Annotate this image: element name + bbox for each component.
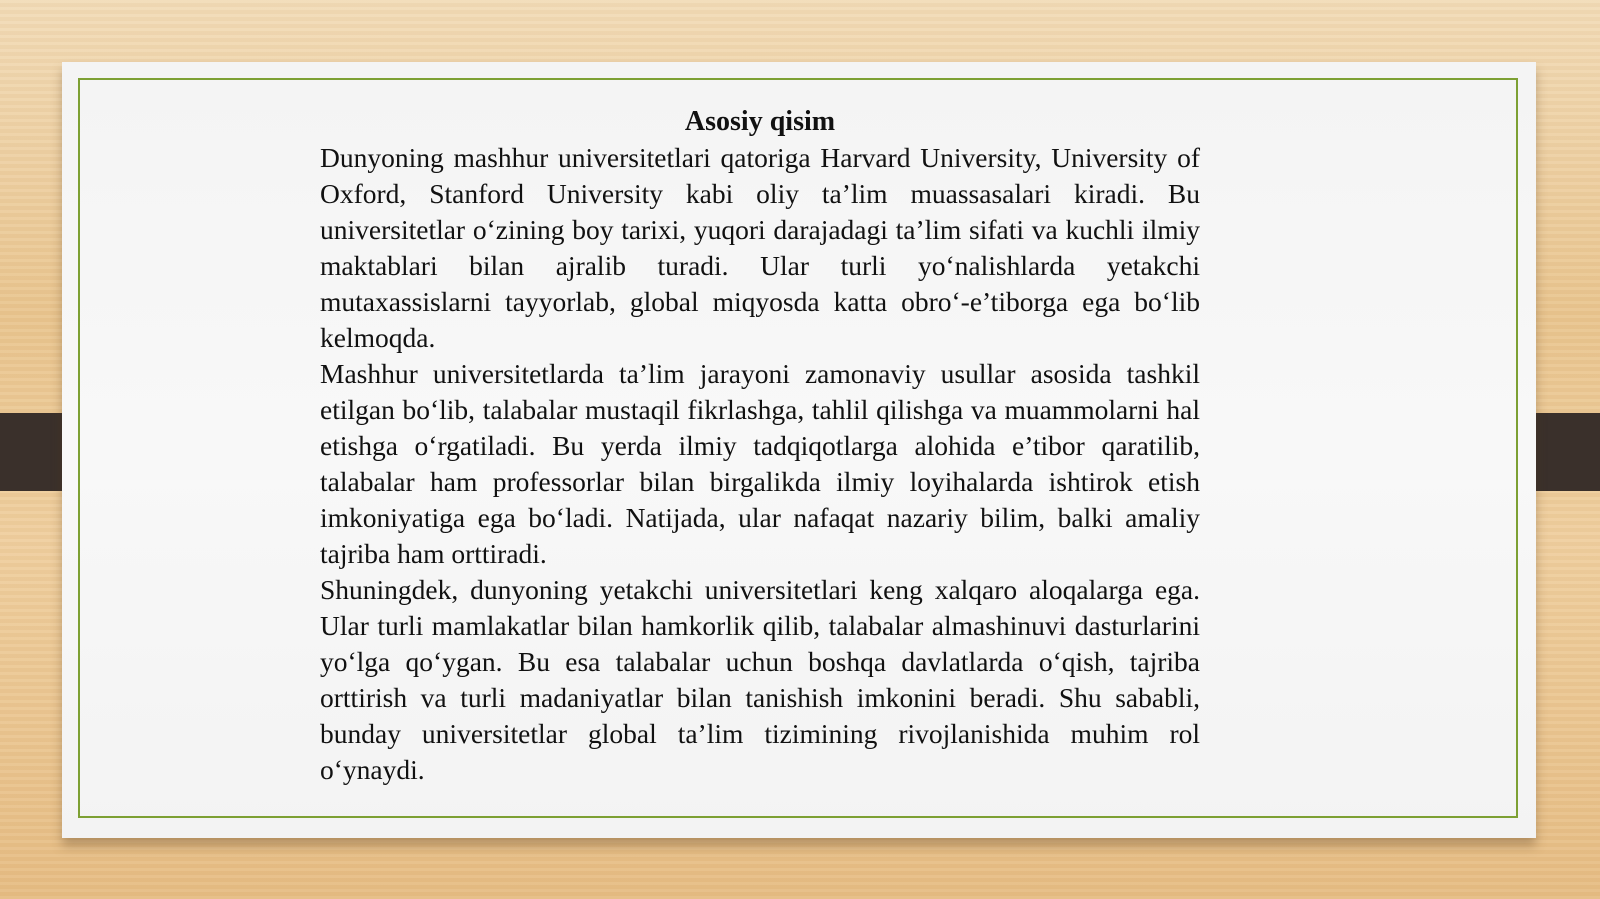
paragraph-2: Mashhur universitetlarda ta’lim jarayoni zamonaviy usullar asosida tashkil etilgan bo‘lib, talabalar mustaqil fikrlashga, tahlil qilishga va muammolarni hal etishga o‘rgatiladi. Bu yerda ilmiy tadqiqotlarga alohida e’tibor qaratilib, talabalar ham professorlar bilan birgalikda ilmiy loyihalarda ishtirok etish imkoniyatiga ega bo‘ladi. Natijada, ular nafaqat nazariy bilim, balki amaliy tajriba ham orttiradi.	[320, 358, 1200, 569]
slide-content	[320, 104, 1200, 788]
paragraph-1: Dunyoning mashhur universitetlari qatoriga Harvard University, University of Oxford, Stanford University kabi oliy ta’lim muassasalari kiradi. Bu universitetlar o‘zining boy tarixi, yuqori darajadagi ta’lim sifati va kuchli ilmiy maktablari bilan ajralib turadi. Ular turli yo‘nalishlarda yetakchi mutaxassislarni tayyorlab, global miqyosda katta obro‘-e’tiborga ega bo‘lib kelmoqda.	[320, 142, 1200, 353]
slide-heading: Asosiy qisim	[684, 106, 836, 137]
paragraph-3: Shuningdek, dunyoning yetakchi universitetlari keng xalqaro aloqalarga ega. Ular turli mamlakatlar bilan hamkorlik qilib, talabalar almashinuvi dasturlarini yo‘lga qo‘ygan. Bu esa talabalar uchun boshqa davlatlarda o‘qish, tajriba orttirish va turli madaniyatlar bilan tanishish imkonini beradi. Shu sababli, bunday universitetlar global ta’lim tizimining rivojlanishida muhim rol o‘ynaydi.	[320, 574, 1200, 785]
